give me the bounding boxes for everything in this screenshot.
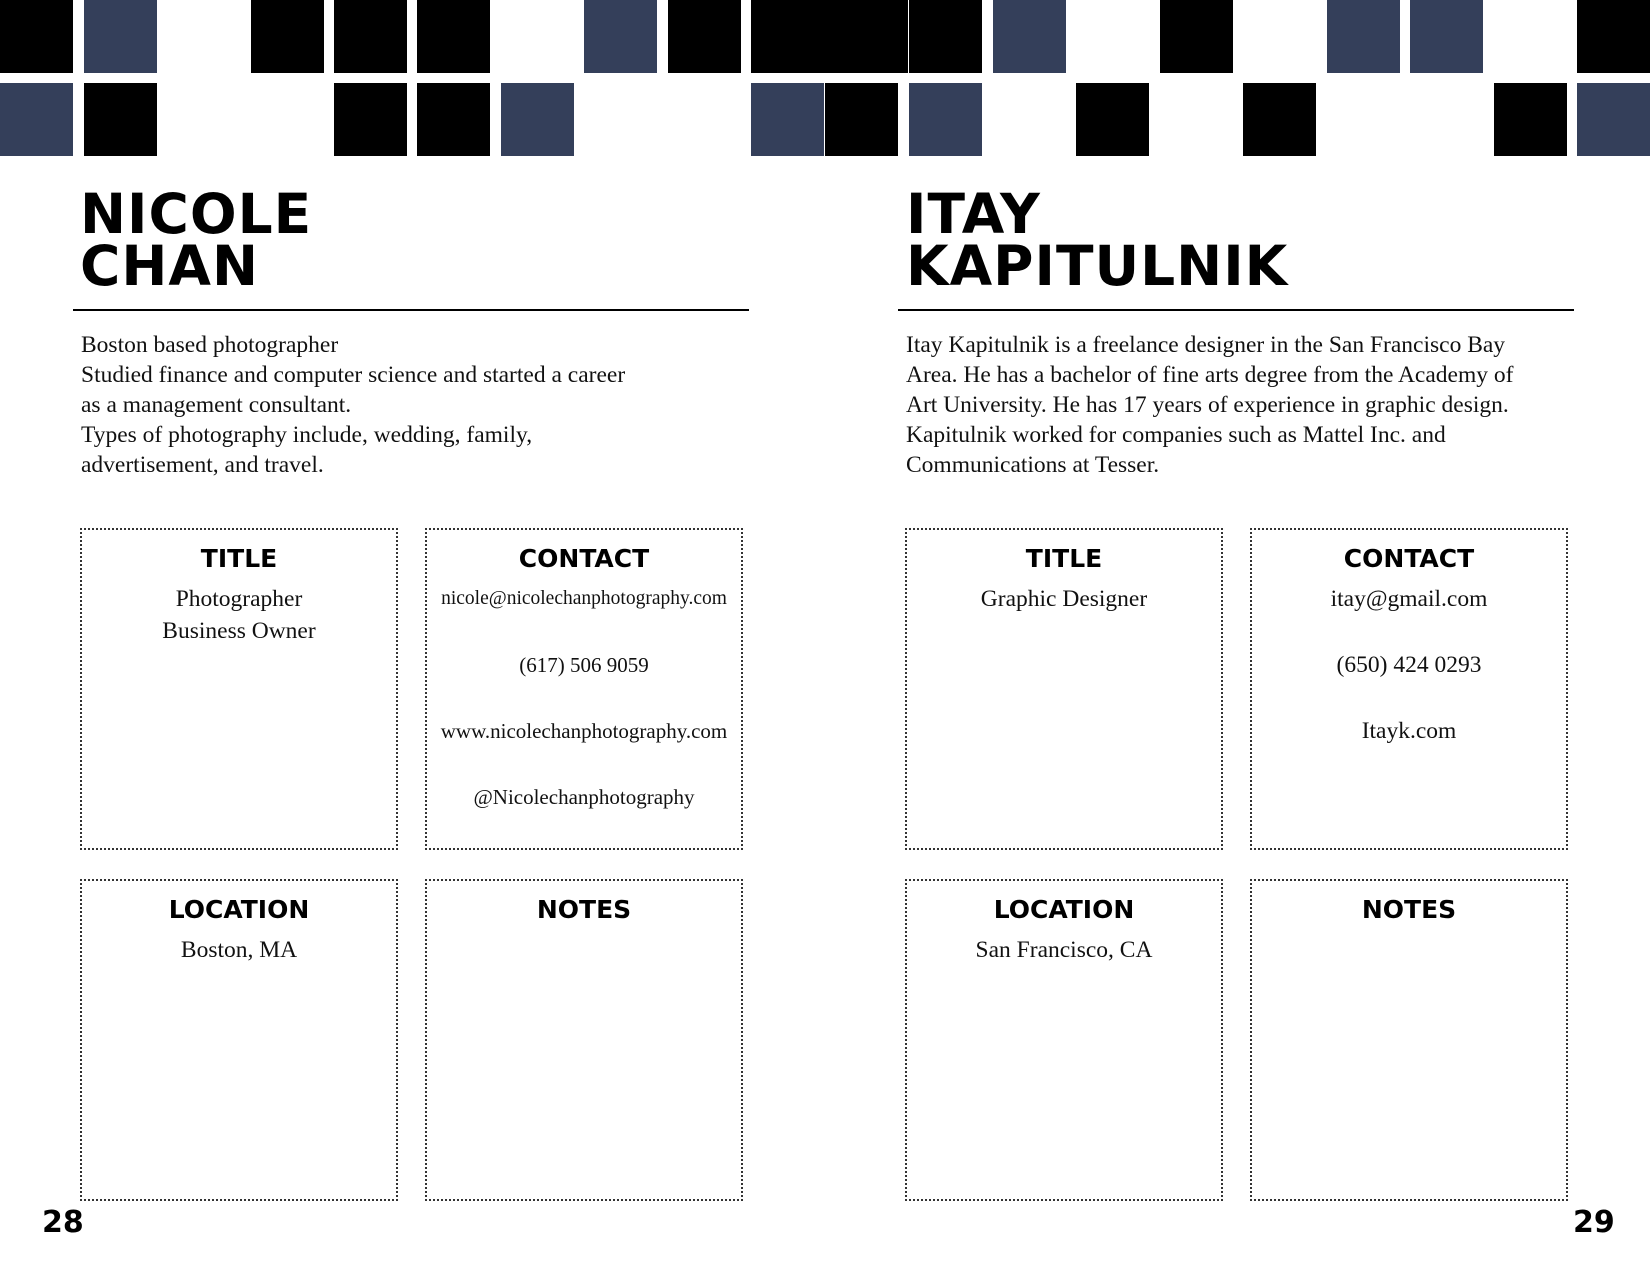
title-heading: TITLE	[200, 544, 278, 573]
bio-line: Types of photography include, wedding, family,	[81, 422, 533, 448]
contact-social: @Nicolechanphotography	[473, 785, 695, 809]
bio-paragraph	[81, 330, 741, 480]
contact-email: itay@gmail.com	[1330, 586, 1488, 612]
bio-line: Boston based photographer	[81, 332, 339, 358]
name-line-1: ITAY	[906, 182, 1041, 246]
location-box	[905, 879, 1223, 1201]
title-box	[80, 528, 398, 850]
bio-line: Kapitulnik worked for companies such as Mattel Inc. and	[906, 422, 1446, 448]
bio-line: Art University. He has 17 years of experience in graphic design.	[906, 392, 1509, 418]
title-divider	[898, 309, 1574, 311]
contact-heading: CONTACT	[1343, 544, 1475, 573]
bio-line: as a management consultant.	[81, 392, 352, 418]
location-value: Boston, MA	[180, 937, 298, 963]
bio-line: Area. He has a bachelor of fine arts degree from the Academy of	[906, 362, 1514, 388]
title-value: Graphic Designer	[980, 586, 1148, 612]
location-heading: LOCATION	[168, 895, 310, 924]
contact-box	[425, 528, 743, 850]
name-line-1: NICOLE	[80, 182, 313, 246]
notes-box	[425, 879, 743, 1201]
contact-heading: CONTACT	[518, 544, 650, 573]
bio-line: Studied finance and computer science and started a career	[81, 362, 626, 388]
notes-box	[1250, 879, 1568, 1201]
title-box	[905, 528, 1223, 850]
contact-email: nicole@nicolechanphotography.com	[441, 588, 727, 609]
title-divider	[73, 309, 749, 311]
title-value: Business Owner	[162, 618, 316, 644]
contact-website: Itayk.com	[1361, 718, 1457, 744]
page-number: 28	[42, 1205, 84, 1240]
contact-box	[1250, 528, 1568, 850]
person-name	[906, 182, 1289, 298]
contact-website: www.nicolechanphotography.com	[440, 719, 728, 743]
title-value: Photographer	[175, 586, 303, 612]
name-line-2: CHAN	[80, 234, 259, 298]
notes-heading: NOTES	[536, 895, 632, 924]
bio-paragraph	[906, 330, 1566, 480]
name-line-2: KAPITULNIK	[906, 234, 1289, 298]
location-box	[80, 879, 398, 1201]
notes-heading: NOTES	[1361, 895, 1457, 924]
bio-line: Communications at Tesser.	[906, 452, 1160, 478]
bio-line: advertisement, and travel.	[81, 452, 324, 478]
contact-phone: (617) 506 9059	[519, 653, 649, 677]
bio-line: Itay Kapitulnik is a freelance designer in the San Francisco Bay	[906, 332, 1506, 358]
right-page	[825, 0, 1650, 1275]
location-value: San Francisco, CA	[975, 937, 1153, 963]
title-heading: TITLE	[1025, 544, 1103, 573]
contact-phone: (650) 424 0293	[1336, 652, 1482, 678]
person-name	[80, 182, 313, 298]
page-number: 29	[1573, 1205, 1615, 1240]
location-heading: LOCATION	[993, 895, 1135, 924]
